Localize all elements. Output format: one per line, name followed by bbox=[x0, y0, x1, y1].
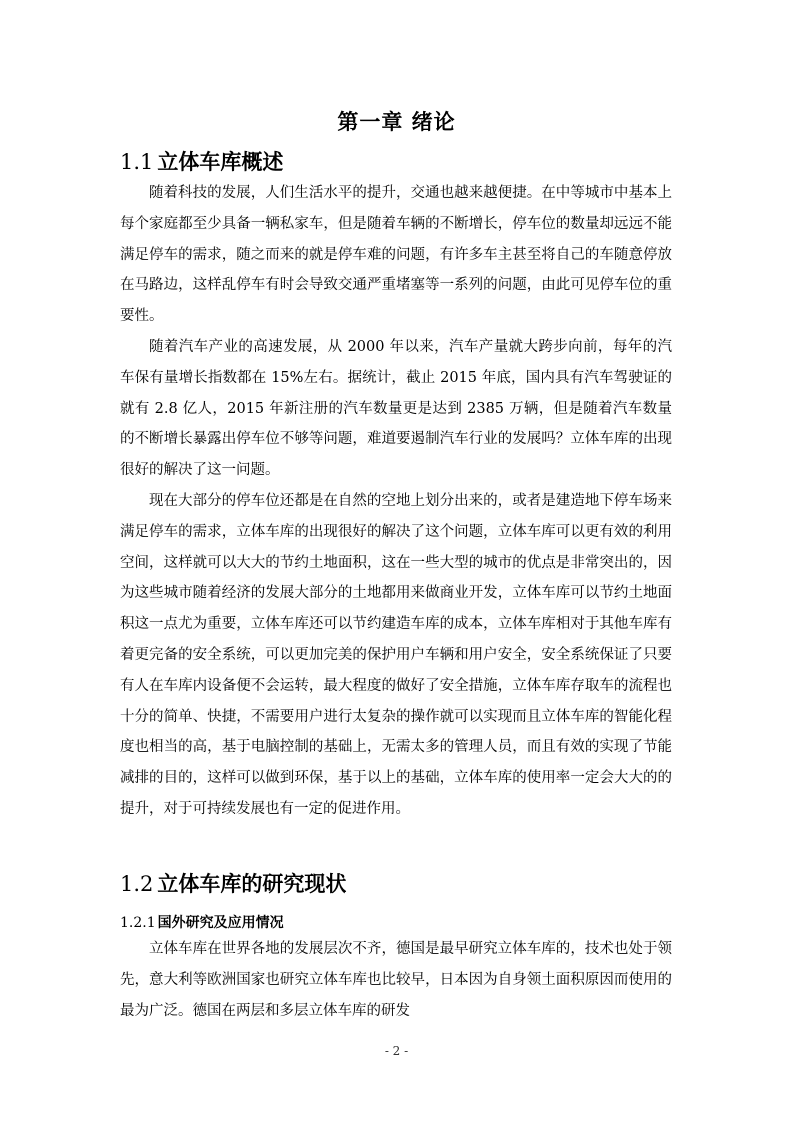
paragraph: 随着科技的发展，人们生活水平的提升，交通也越来越便捷。在中等城市中基本上每个家庭都至少具备一辆私家车，但是随着车辆的不断增长，停车位的数量却远远不能满足停车的需求，随之而来的就是停车难的问题，有许多车主甚至将自己的车随意停放在马路边，这样乱停车有时会导致交通严重堵塞等一系列的问题，由此可见停车位的重要性。 bbox=[120, 185, 672, 325]
paragraph: 现在大部分的停车位还都是在自然的空地上划分出来的，或者是建造地下停车场来满足停车的需求，立体车库的出现很好的解决了这个问题，立体车库可以更有效的利用空间，这样就可以大大的节约土地面积，这在一些大型的城市的优点是非常突出的，因为这些城市随着经济的发展大部分的土地都用来做商业开发，立体车库可以节约土地面积这一点尤为重要，立体车库还可以节约建造车库的成本，立体车库相对于其他车库有着更完备的安全系统，可以更加完美的保护用户车辆和用户安全，安全系统保证了只要有人在车库内设备便不会运转，最大程度的做好了安全措施，立体车库存取车的流程也十分的简单、快捷，不需要用户进行太复杂的操作就可以实现而且立体车库的智能化程度也相当的高，基于电脑控制的基础上，无需太多的管理人员，而且有效的实现了节能减排的目的，这样可以做到环保，基于以上的基础，立体车库的使用率一定会大大的的提升，对于可持续发展也有一定的促进作用。 bbox=[120, 493, 672, 817]
chapter-title: 第一章 绪论 bbox=[337, 110, 456, 134]
section-title: 立体车库的研究现状 bbox=[157, 872, 347, 896]
subsection-heading-1-2-1 bbox=[120, 912, 284, 932]
section-heading-1-1 bbox=[120, 146, 283, 176]
subsection-title: 国外研究及应用情况 bbox=[157, 915, 284, 931]
section-number: 1.1 bbox=[120, 150, 154, 174]
section-number: 1.2 bbox=[120, 872, 154, 896]
paragraph: 立体车库在世界各地的发展层次不齐，德国是最早研究立体车库的，技术也处于领先，意大利等欧洲国家也研究立体车库也比较早，日本因为自身领土面积原因而使用的最为广泛。德国在两层和多层立体车库的研发 bbox=[120, 941, 672, 1019]
section-heading-1-2 bbox=[120, 868, 346, 898]
section-title: 立体车库概述 bbox=[157, 150, 284, 174]
page-number: - 2 - bbox=[384, 1044, 409, 1058]
subsection-number: 1.2.1 bbox=[120, 915, 156, 931]
paragraph: 随着汽车产业的高速发展，从 2000 年以来，汽车产量就大跨步向前，每年的汽车保有量增长指数都在 15%左右。据统计，截止 2015 年底，国内具有汽车驾驶证的就有 2.8 亿人，2015 年新注册的汽车数量更是达到 2385 万辆，但是随着汽车数量的不断增长暴露出停车位不够等问题，难道要遏制汽车行业的发展吗？立体车库的出现很好的解决了这一问题。 bbox=[120, 339, 672, 479]
